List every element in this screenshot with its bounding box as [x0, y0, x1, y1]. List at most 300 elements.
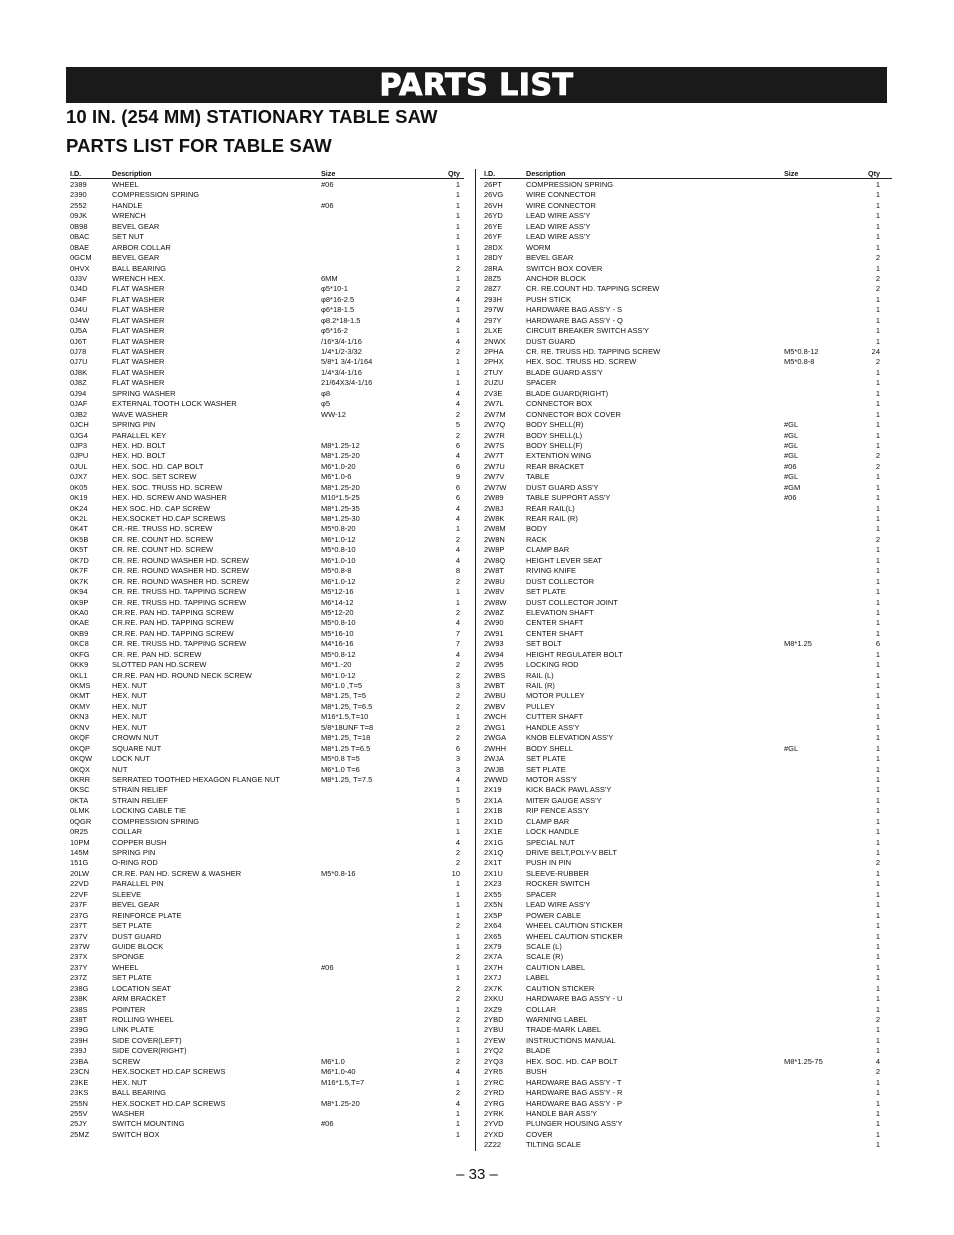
table-row: [70, 222, 464, 232]
part-description: COMPRESSION SPRING: [112, 816, 200, 826]
part-qty: 2: [875, 534, 880, 544]
part-id: 2YRD: [484, 1088, 505, 1098]
part-description: FLAT WASHER: [112, 378, 165, 388]
table-row: [70, 316, 464, 326]
part-qty: 4: [455, 1098, 460, 1108]
part-id: 0KMT: [70, 691, 91, 701]
part-id: 238S: [70, 1004, 88, 1014]
part-description: ARBOR COLLAR: [112, 242, 171, 252]
part-description: DUST COLLECTOR JOINT: [526, 597, 618, 607]
part-id: 22VD: [70, 879, 89, 889]
part-id: 0KA0: [70, 607, 89, 617]
table-row: [480, 1057, 892, 1067]
part-qty: 1: [875, 555, 880, 565]
part-description: BLADE: [526, 1046, 551, 1056]
part-description: HEX. NUT: [112, 681, 148, 690]
part-id: 2WHH: [484, 743, 507, 753]
part-id: 2X55: [484, 889, 502, 899]
part-id: 2XKU: [484, 994, 504, 1004]
part-description: SPRING WASHER: [112, 388, 176, 398]
part-description: WIRE CONNECTOR: [526, 200, 596, 210]
part-id: 2W7S: [484, 440, 505, 450]
part-description: WHEEL CAUTION STICKER: [526, 921, 623, 931]
part-qty: 2: [455, 921, 460, 931]
part-id: 2X1A: [484, 795, 503, 805]
part-qty: 9: [455, 472, 460, 482]
part-qty: 1: [875, 1077, 880, 1087]
part-qty: 1: [455, 973, 460, 983]
table-row: [480, 264, 892, 274]
part-description: HEX SOC. HD. CAP SCREW: [112, 503, 211, 513]
part-qty: 1: [455, 785, 460, 795]
table-row: [480, 921, 892, 931]
part-size: M5*16-10: [321, 628, 354, 638]
part-id: 2X1U: [484, 868, 503, 878]
part-id: 2WGA: [484, 733, 507, 743]
part-size: #GL: [784, 420, 799, 430]
part-size: M5*0.8 T=5: [321, 754, 360, 764]
part-id: 2TUY: [484, 367, 504, 377]
part-id: 0KL1: [70, 670, 88, 680]
part-size: #06: [784, 461, 797, 471]
part-id: 255N: [70, 1098, 88, 1108]
part-qty: 1: [875, 921, 880, 931]
part-id: 2552: [70, 200, 87, 210]
part-description: SCALE (L): [526, 941, 562, 951]
table-row: [480, 180, 892, 190]
table-row: [480, 806, 892, 816]
part-qty: 1: [455, 253, 460, 263]
part-qty: 2: [455, 576, 460, 586]
part-id: 22VF: [70, 889, 88, 899]
part-description: FLAT WASHER: [112, 347, 165, 356]
table-row: [480, 524, 892, 534]
part-qty: 2: [455, 430, 460, 440]
part-id: 09JK: [70, 211, 88, 221]
part-qty: 1: [875, 388, 880, 398]
part-id: 2W94: [484, 649, 504, 659]
part-id: 2WG1: [484, 722, 506, 732]
table-row: [70, 712, 464, 722]
part-id: 2X7J: [484, 973, 502, 983]
table-row: [70, 796, 464, 806]
part-qty: 1: [455, 597, 460, 607]
table-row: [480, 190, 892, 200]
part-description: HEX.SOCKET HD.CAP SCREWS: [112, 514, 226, 523]
part-description: BODY: [526, 524, 548, 534]
part-id: 0KSC: [70, 785, 90, 795]
part-qty: 2: [455, 263, 460, 273]
part-qty: 1: [455, 1035, 460, 1045]
part-id: 2W7V: [484, 472, 505, 482]
part-size: M8*1.25 T=6.5: [321, 743, 371, 753]
table-row: [70, 723, 464, 733]
part-qty: 4: [455, 388, 460, 398]
part-id: 237V: [70, 931, 88, 941]
table-row: [480, 754, 892, 764]
part-qty: 24: [871, 347, 880, 356]
product-heading: 10 IN. (254 MM) STATIONARY TABLE SAW: [66, 106, 438, 127]
part-qty: 1: [875, 409, 880, 419]
part-qty: 3: [455, 681, 460, 690]
table-row: [480, 316, 892, 326]
part-id: 20LW: [70, 868, 90, 878]
table-row: [70, 639, 464, 649]
part-id: 0BAC: [70, 232, 90, 242]
table-row: [70, 556, 464, 566]
table-row: [70, 410, 464, 420]
part-description: CR. RE. TRUSS HD. TAPPING SCREW: [526, 347, 661, 356]
part-qty: 10: [451, 868, 460, 878]
part-qty: 1: [875, 754, 880, 764]
part-qty: 1: [455, 1119, 460, 1129]
part-size: M6*1.0: [321, 1056, 345, 1066]
part-qty: 1: [875, 931, 880, 941]
part-qty: 1: [875, 200, 880, 210]
table-row: [480, 900, 892, 910]
part-size: 1/4*1/2-3/32: [321, 347, 362, 356]
part-description: LEAD WIRE ASS'Y: [526, 221, 591, 231]
part-description: KICK BACK PAWL ASS'Y: [526, 785, 612, 795]
table-row: [480, 399, 892, 409]
part-description: CR. RE. TRUSS HD. TAPPING SCREW: [112, 587, 247, 597]
part-qty: 2: [455, 1088, 460, 1098]
part-qty: 1: [875, 691, 880, 701]
part-qty: 1: [875, 764, 880, 774]
parts-list-right: [480, 180, 892, 1151]
part-qty: 1: [875, 1025, 880, 1035]
part-qty: 1: [875, 576, 880, 586]
part-qty: 2: [455, 701, 460, 711]
table-row: [480, 389, 892, 399]
table-row: [480, 232, 892, 242]
part-description: WHEEL CAUTION STICKER: [526, 931, 623, 941]
part-qty: 1: [455, 1046, 460, 1056]
part-id: 26YE: [484, 221, 503, 231]
part-description: BALL BEARING: [112, 263, 166, 273]
part-description: HEX. NUT: [112, 701, 148, 711]
part-description: CR. RE. ROUND WASHER HD. SCREW: [112, 576, 249, 586]
table-row: [480, 201, 892, 211]
part-description: HARDWARE BAG ASS'Y - R: [526, 1088, 623, 1098]
parts-table: [70, 169, 887, 1154]
part-id: 0JB2: [70, 409, 88, 419]
part-description: BEVEL GEAR: [526, 253, 574, 263]
part-qty: 1: [875, 607, 880, 617]
part-size: #GM: [784, 482, 801, 492]
part-description: INSTRUCTIONS MANUAL: [526, 1035, 616, 1045]
part-id: 2W91: [484, 628, 504, 638]
part-description: FLAT WASHER: [112, 305, 165, 315]
part-qty: 4: [455, 336, 460, 346]
part-qty: 1: [875, 211, 880, 221]
column-header: [480, 169, 892, 179]
table-row: [70, 963, 464, 973]
part-id: 10PM: [70, 837, 90, 847]
part-description: BODY SHELL(F): [526, 440, 583, 450]
part-description: COLLAR: [526, 1004, 557, 1014]
table-row: [70, 973, 464, 983]
part-qty: 6: [455, 493, 460, 503]
part-qty: 2: [455, 660, 460, 670]
part-id: 0KK9: [70, 660, 89, 670]
part-qty: 1: [875, 962, 880, 972]
part-size: M6*1.0-10: [321, 555, 356, 565]
part-id: 237F: [70, 900, 88, 910]
table-row: [70, 190, 464, 200]
part-qty: 2: [875, 1015, 880, 1024]
part-description: TABLE SUPPORT ASS'Y: [526, 493, 611, 503]
part-qty: 2: [875, 357, 880, 367]
part-qty: 1: [875, 670, 880, 680]
part-id: 0JX7: [70, 472, 88, 482]
table-row: [480, 504, 892, 514]
part-size: M8*1.25, T=6.5: [321, 701, 373, 711]
table-row: [70, 618, 464, 628]
part-size: M5*0.8-10: [321, 618, 356, 628]
table-row: [70, 587, 464, 597]
part-id: 23KE: [70, 1077, 89, 1087]
part-id: 26VH: [484, 200, 503, 210]
table-row: [480, 347, 892, 357]
part-id: 2YRG: [484, 1098, 505, 1108]
part-description: HEX. NUT: [112, 1077, 148, 1087]
part-description: KNOB ELEVATION ASS'Y: [526, 733, 614, 743]
part-id: 0J4W: [70, 315, 90, 325]
table-row: [480, 253, 892, 263]
part-qty: 1: [875, 420, 880, 430]
part-qty: 1: [875, 681, 880, 690]
table-row: [70, 984, 464, 994]
part-description: TILTING SCALE: [526, 1140, 581, 1150]
part-description: RAIL (L): [526, 670, 554, 680]
table-row: [70, 211, 464, 221]
part-description: CLAMP BAR: [526, 545, 570, 555]
part-id: 145M: [70, 848, 89, 857]
part-description: CENTER SHAFT: [526, 628, 584, 638]
part-size: M5*0.8-10: [321, 545, 356, 555]
part-description: PARALLEL KEY: [112, 430, 167, 440]
part-description: MOTOR PULLEY: [526, 691, 585, 701]
table-row: [70, 754, 464, 764]
part-size: #06: [321, 1119, 334, 1129]
part-description: STRAIN RELIEF: [112, 795, 168, 805]
part-size: 21/64X3/4-1/16: [321, 378, 373, 388]
part-qty: 2: [875, 451, 880, 461]
part-id: 0K19: [70, 493, 88, 503]
part-size: φ8: [321, 388, 331, 398]
table-row: [480, 952, 892, 962]
table-row: [480, 671, 892, 681]
table-row: [70, 420, 464, 430]
part-id: 2W93: [484, 639, 504, 649]
part-qty: 1: [875, 180, 880, 189]
table-row: [70, 691, 464, 701]
part-description: SPRING PIN: [112, 848, 156, 857]
part-qty: 1: [875, 952, 880, 962]
part-description: CROWN NUT: [112, 733, 159, 743]
part-id: 2W8P: [484, 545, 505, 555]
table-row: [70, 493, 464, 503]
table-row: [70, 1005, 464, 1015]
part-description: HEX. NUT: [112, 712, 148, 722]
part-description: CR.RE. PAN HD. TAPPING SCREW: [112, 607, 234, 617]
part-description: HARDWARE BAG ASS'Y - S: [526, 305, 623, 315]
part-description: SET PLATE: [526, 754, 566, 764]
part-qty: 1: [455, 910, 460, 920]
part-description: WASHER: [112, 1108, 145, 1118]
part-qty: 3: [455, 764, 460, 774]
part-qty: 1: [455, 378, 460, 388]
part-id: 25MZ: [70, 1129, 90, 1139]
table-row: [70, 201, 464, 211]
part-qty: 5: [455, 420, 460, 430]
part-description: BODY SHELL(L): [526, 430, 583, 440]
part-qty: 1: [875, 701, 880, 711]
part-size: #GL: [784, 440, 799, 450]
part-description: HANDLE BAR ASS'Y: [526, 1108, 598, 1118]
part-qty: 1: [455, 889, 460, 899]
table-row: [480, 243, 892, 253]
table-row: [70, 524, 464, 534]
part-description: COMPRESSION SPRING: [112, 190, 200, 200]
part-description: SCALE (R): [526, 952, 564, 962]
part-qty: 1: [875, 336, 880, 346]
part-id: 2NWX: [484, 336, 506, 346]
part-qty: 1: [455, 900, 460, 910]
part-description: CENTER SHAFT: [526, 618, 584, 628]
part-id: 2X5N: [484, 900, 503, 910]
table-row: [480, 963, 892, 973]
part-description: WORM: [526, 242, 551, 252]
part-description: ANCHOR BLOCK: [526, 273, 587, 283]
part-description: RIVING KNIFE: [526, 566, 577, 576]
table-row: [480, 775, 892, 785]
part-id: 2X7H: [484, 962, 503, 972]
part-qty: 1: [455, 524, 460, 534]
part-description: RAIL (R): [526, 681, 555, 690]
part-qty: 1: [455, 816, 460, 826]
part-qty: 6: [875, 639, 880, 649]
part-size: φ6*18-1.5: [321, 305, 355, 315]
table-row: [70, 326, 464, 336]
table-row: [480, 702, 892, 712]
table-row: [70, 858, 464, 868]
part-id: 0K7F: [70, 566, 88, 576]
part-id: 0GCM: [70, 253, 92, 263]
part-qty: 6: [455, 461, 460, 471]
table-row: [70, 1036, 464, 1046]
part-qty: 1: [875, 1119, 880, 1129]
part-qty: 1: [455, 1025, 460, 1035]
table-row: [480, 618, 892, 628]
part-id: 0J6T: [70, 336, 87, 346]
part-description: CAUTION STICKER: [526, 983, 595, 993]
part-id: 2WJA: [484, 754, 505, 764]
part-description: CIRCUIT BREAKER SWITCH ASS'Y: [526, 326, 649, 336]
table-row: [480, 1046, 892, 1056]
part-qty: 4: [455, 649, 460, 659]
table-row: [70, 848, 464, 858]
table-row: [70, 785, 464, 795]
table-row: [480, 984, 892, 994]
part-id: 0K24: [70, 503, 88, 513]
part-qty: 4: [455, 503, 460, 513]
table-row: [480, 765, 892, 775]
table-row: [480, 1015, 892, 1025]
table-row: [480, 1067, 892, 1077]
part-description: CR.RE. PAN HD. TAPPING SCREW: [112, 618, 234, 628]
part-qty: 4: [455, 399, 460, 409]
table-row: [480, 545, 892, 555]
part-id: 0J3V: [70, 273, 88, 283]
part-size: M6*1.0 ,T=5: [321, 681, 363, 690]
part-id: 2PHA: [484, 347, 504, 356]
part-qty: 1: [875, 430, 880, 440]
part-description: HEX. NUT: [112, 691, 148, 701]
part-id: 0QGR: [70, 816, 92, 826]
table-row: [480, 577, 892, 587]
part-description: TABLE: [526, 472, 550, 482]
part-id: 2W7L: [484, 399, 504, 409]
part-id: 2YEW: [484, 1035, 506, 1045]
part-description: HANDLE: [112, 200, 143, 210]
table-row: [480, 587, 892, 597]
part-size: M4*16-16: [321, 639, 354, 649]
part-description: CR. RE. PAN HD. SCREW: [112, 649, 202, 659]
part-qty: 8: [455, 566, 460, 576]
part-size: M6*1.0-12: [321, 534, 356, 544]
part-description: HEX. HD. SCREW AND WASHER: [112, 493, 227, 503]
part-description: FLAT WASHER: [112, 357, 165, 367]
part-qty: 1: [875, 440, 880, 450]
table-row: [480, 1140, 892, 1150]
part-id: 2PHX: [484, 357, 504, 367]
table-row: [70, 232, 464, 242]
part-id: 237X: [70, 952, 88, 962]
part-description: SIDE COVER(RIGHT): [112, 1046, 187, 1056]
part-size: M6*1.0-12: [321, 670, 356, 680]
part-id: 2WBT: [484, 681, 505, 690]
part-qty: 1: [875, 597, 880, 607]
table-row: [480, 462, 892, 472]
part-qty: 1: [875, 587, 880, 597]
part-id: 239G: [70, 1025, 89, 1035]
table-row: [70, 514, 464, 524]
part-id: 2W8U: [484, 576, 505, 586]
part-id: 0J8K: [70, 367, 88, 377]
part-size: M8*1.25, T=7.5: [321, 774, 373, 784]
column-header: [70, 169, 464, 179]
part-description: SLEEVE-RUBBER: [526, 868, 589, 878]
table-row: [480, 1036, 892, 1046]
part-qty: 1: [875, 1035, 880, 1045]
part-qty: 1: [875, 221, 880, 231]
part-qty: 1: [455, 827, 460, 837]
table-row: [70, 942, 464, 952]
table-row: [70, 451, 464, 461]
part-id: 0J4U: [70, 305, 88, 315]
table-row: [480, 639, 892, 649]
part-qty: 1: [875, 514, 880, 523]
table-row: [70, 900, 464, 910]
table-row: [70, 921, 464, 931]
part-id: 28DX: [484, 242, 503, 252]
part-id: 2X79: [484, 941, 502, 951]
part-qty: 3: [455, 754, 460, 764]
part-size: M5*12-20: [321, 607, 354, 617]
part-size: M16*1.5,T=7: [321, 1077, 365, 1087]
